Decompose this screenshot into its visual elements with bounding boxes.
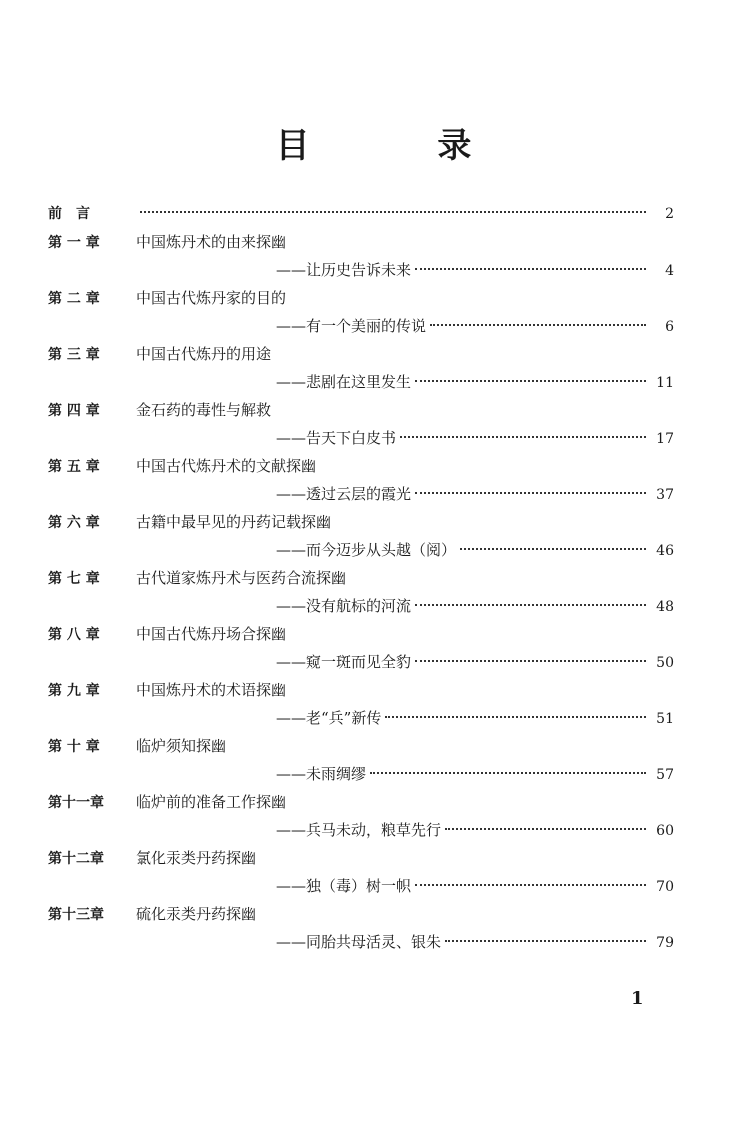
chapter-subtitle: ——告天下白皮书 — [276, 429, 397, 447]
toc-subtitle-row — [48, 368, 674, 396]
chapter-subtitle: ——没有航标的河流 — [276, 597, 412, 615]
chapter-title: 中国古代炼丹家的目的 — [136, 289, 287, 307]
chapter-number: 第 七 章 — [48, 571, 100, 587]
chapter-subtitle: ——同胎共母活灵、银朱 — [276, 933, 442, 951]
chapter-title: 临炉前的准备工作探幽 — [136, 793, 287, 811]
table-of-contents — [48, 200, 674, 956]
chapter-number: 第十二章 — [48, 851, 104, 867]
toc-chapter-row — [48, 284, 674, 312]
toc-subtitle-row — [48, 592, 674, 620]
leader-dots — [445, 940, 646, 942]
chapter-subtitle: ——透过云层的霞光 — [276, 485, 412, 503]
toc-subtitle-row — [48, 312, 674, 340]
page-number: 50 — [656, 655, 674, 671]
chapter-subtitle: ——未雨绸缪 — [276, 765, 367, 783]
chapter-title: 金石药的毒性与解救 — [136, 401, 272, 419]
toc-chapter-row — [48, 452, 674, 480]
chapter-title: 中国古代炼丹场合探幽 — [136, 625, 287, 643]
chapter-title: 中国炼丹术的术语探幽 — [136, 681, 287, 699]
toc-subtitle-row — [48, 256, 674, 284]
page-number: 6 — [665, 319, 674, 335]
chapter-title: 古代道家炼丹术与医药合流探幽 — [136, 569, 347, 587]
chapter-subtitle: ——让历史告诉未来 — [276, 261, 412, 279]
chapter-number: 第 十 章 — [48, 739, 100, 755]
toc-subtitle-row — [48, 536, 674, 564]
chapter-title: 古籍中最早见的丹药记载探幽 — [136, 513, 332, 531]
leader-dots — [415, 604, 646, 606]
toc-chapter-row — [48, 900, 674, 928]
chapter-subtitle: ——老“兵”新传 — [276, 709, 382, 727]
toc-subtitle-row — [48, 704, 674, 732]
toc-chapter-row — [48, 676, 674, 704]
toc-chapter-row — [48, 396, 674, 424]
chapter-number: 第 二 章 — [48, 291, 100, 307]
toc-preface-row — [48, 200, 674, 228]
page-number: 2 — [665, 206, 674, 222]
toc-subtitle-row — [48, 816, 674, 844]
toc-subtitle-row — [48, 760, 674, 788]
page-number: 57 — [656, 767, 674, 783]
chapter-subtitle: ——有一个美丽的传说 — [276, 317, 427, 335]
toc-subtitle-row — [48, 872, 674, 900]
chapter-title: 中国古代炼丹的用途 — [136, 345, 272, 363]
page-number: 46 — [656, 543, 674, 559]
chapter-number: 第 九 章 — [48, 683, 100, 699]
chapter-number: 第 六 章 — [48, 515, 100, 531]
page-number: 70 — [656, 879, 674, 895]
chapter-title: 中国古代炼丹术的文献探幽 — [136, 457, 317, 475]
leader-dots — [415, 492, 646, 494]
page-number: 11 — [656, 375, 674, 391]
leader-dots — [460, 548, 646, 550]
chapter-title: 中国炼丹术的由来探幽 — [136, 233, 287, 251]
toc-chapter-row — [48, 732, 674, 760]
leader-dots — [415, 884, 646, 886]
chapter-title: 临炉须知探幽 — [136, 737, 227, 755]
chapter-subtitle: ——独（毒）树一帜 — [276, 877, 412, 895]
chapter-subtitle: ——悲剧在这里发生 — [276, 373, 412, 391]
footer-page-number: 1 — [631, 988, 644, 1009]
chapter-subtitle: ——而今迈步从头越（阅） — [276, 541, 457, 559]
toc-chapter-row — [48, 508, 674, 536]
chapter-subtitle: ——窥一斑而见全豹 — [276, 653, 412, 671]
leader-dots — [415, 660, 646, 662]
toc-chapter-row — [48, 564, 674, 592]
leader-dots — [415, 268, 646, 270]
leader-dots — [385, 716, 646, 718]
chapter-number: 第 五 章 — [48, 459, 100, 475]
chapter-number: 第 三 章 — [48, 347, 100, 363]
page-number: 48 — [656, 599, 674, 615]
chapter-number: 第 四 章 — [48, 403, 100, 419]
chapter-title: 氯化汞类丹药探幽 — [136, 849, 257, 867]
toc-chapter-row — [48, 844, 674, 872]
page-title: 目 录 — [275, 126, 530, 166]
page-number: 4 — [665, 263, 674, 279]
page-number: 51 — [656, 711, 674, 727]
chapter-number: 第十一章 — [48, 795, 104, 811]
toc-subtitle-row — [48, 480, 674, 508]
leader-dots — [445, 828, 646, 830]
page-number: 79 — [656, 935, 674, 951]
leader-dots — [140, 211, 646, 213]
preface-label: 前 言 — [48, 206, 90, 222]
chapter-number: 第 八 章 — [48, 627, 100, 643]
leader-dots — [400, 436, 646, 438]
toc-chapter-row — [48, 340, 674, 368]
chapter-title: 硫化汞类丹药探幽 — [136, 905, 257, 923]
page-number: 17 — [656, 431, 674, 447]
chapter-number: 第 一 章 — [48, 235, 100, 251]
toc-subtitle-row — [48, 928, 674, 956]
leader-dots — [370, 772, 646, 774]
chapter-number: 第十三章 — [48, 907, 104, 923]
chapter-subtitle: ——兵马未动，粮草先行 — [276, 821, 442, 839]
toc-chapter-row — [48, 620, 674, 648]
toc-subtitle-row — [48, 648, 674, 676]
leader-dots — [415, 380, 646, 382]
page-number: 37 — [656, 487, 674, 503]
toc-subtitle-row — [48, 424, 674, 452]
page-number: 60 — [656, 823, 674, 839]
toc-chapter-row — [48, 228, 674, 256]
leader-dots — [430, 324, 646, 326]
toc-chapter-row — [48, 788, 674, 816]
